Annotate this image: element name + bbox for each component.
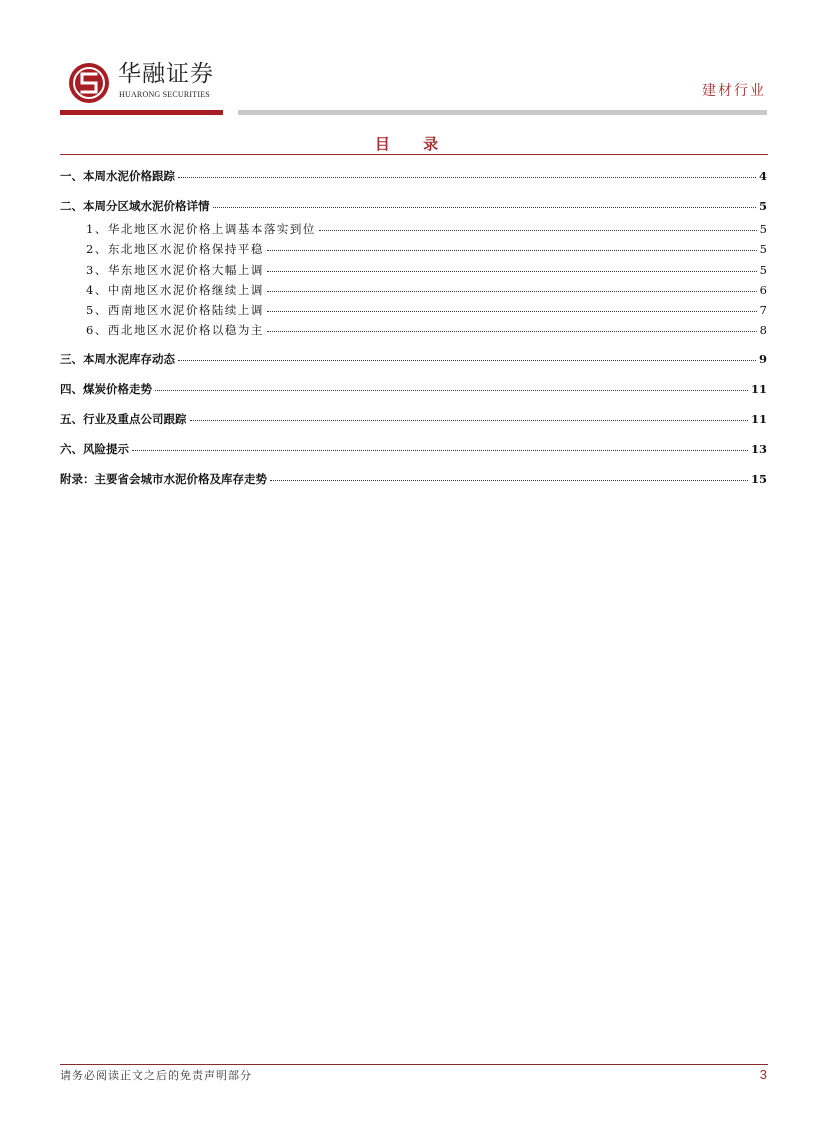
toc-entry-4[interactable] — [60, 381, 767, 397]
toc-entry-label: 一、本周水泥价格跟踪 — [60, 169, 175, 183]
toc-entry-2-4[interactable] — [86, 282, 767, 298]
toc-entry-2[interactable] — [60, 198, 767, 214]
toc-entry-page: 15 — [750, 472, 767, 486]
footer-disclaimer: 请务必阅读正文之后的免责声明部分 — [60, 1069, 252, 1082]
toc-leader-dots — [267, 331, 757, 332]
toc-entry-page: 5 — [759, 242, 767, 256]
toc-entry-page: 5 — [759, 263, 767, 277]
toc-entry-1[interactable] — [60, 168, 767, 184]
toc-entry-page: 8 — [759, 323, 767, 337]
toc-entry-page: 7 — [759, 303, 767, 317]
header-band-gray — [238, 110, 767, 115]
huarong-logo-icon — [68, 62, 110, 104]
toc-entry-label: 6、西北地区水泥价格以稳为主 — [86, 323, 264, 337]
header-band-gap — [223, 110, 238, 115]
toc-entry-label: 4、中南地区水泥价格继续上调 — [86, 283, 264, 297]
toc-entry-2-3[interactable] — [86, 262, 767, 278]
toc-leader-dots — [267, 271, 757, 272]
toc-entry-label: 二、本周分区域水泥价格详情 — [60, 199, 210, 213]
toc-entry-page: 4 — [758, 169, 767, 183]
toc-entry-label: 2、东北地区水泥价格保持平稳 — [86, 242, 264, 256]
toc-leader-dots — [270, 480, 748, 481]
toc-entry-2-2[interactable] — [86, 241, 767, 257]
toc-entry-label: 六、风险提示 — [60, 442, 129, 456]
toc-entry-appendix[interactable] — [60, 471, 767, 487]
footer-page-number: 3 — [759, 1067, 767, 1082]
toc-entry-page: 9 — [758, 352, 767, 366]
toc-leader-dots — [267, 250, 757, 251]
toc-entry-page: 5 — [759, 222, 767, 236]
toc-leader-dots — [319, 230, 757, 231]
toc-entry-label: 5、西南地区水泥价格陆续上调 — [86, 303, 264, 317]
toc-leader-dots — [132, 450, 748, 451]
toc-entry-label: 3、华东地区水泥价格大幅上调 — [86, 263, 264, 277]
logo-english-name: HUARONG SECURITIES — [119, 90, 210, 99]
toc-entry-2-1[interactable] — [86, 221, 767, 237]
toc-entry-5[interactable] — [60, 411, 767, 427]
toc-leader-dots — [155, 390, 748, 391]
toc-entry-6[interactable] — [60, 441, 767, 457]
title-divider — [60, 154, 768, 155]
toc-leader-dots — [267, 311, 757, 312]
toc-entry-page: 6 — [759, 283, 767, 297]
toc-entry-page: 13 — [750, 442, 767, 456]
toc-entry-label: 附录：主要省会城市水泥价格及库存走势 — [60, 472, 267, 486]
toc-entry-label: 四、煤炭价格走势 — [60, 382, 152, 396]
industry-label: 建材行业 — [702, 83, 766, 99]
toc-entry-label: 1、华北地区水泥价格上调基本落实到位 — [86, 222, 316, 236]
toc-leader-dots — [178, 360, 756, 361]
toc-entry-2-6[interactable] — [86, 322, 767, 338]
toc-entry-label: 三、本周水泥库存动态 — [60, 352, 175, 366]
toc-leader-dots — [178, 177, 756, 178]
toc-entry-3[interactable] — [60, 351, 767, 367]
toc-entry-page: 11 — [750, 382, 767, 396]
toc-entry-2-5[interactable] — [86, 302, 767, 318]
header-band-red — [60, 110, 223, 115]
toc-entry-page: 11 — [750, 412, 767, 426]
toc-leader-dots — [213, 207, 756, 208]
toc-entry-label: 五、行业及重点公司跟踪 — [60, 412, 187, 426]
logo-chinese-name: 华融证券 — [118, 61, 214, 87]
toc-leader-dots — [190, 420, 748, 421]
footer-divider — [60, 1064, 768, 1065]
toc-title: 目 录 — [374, 135, 453, 153]
toc-entry-page: 5 — [758, 199, 767, 213]
toc-leader-dots — [267, 291, 757, 292]
